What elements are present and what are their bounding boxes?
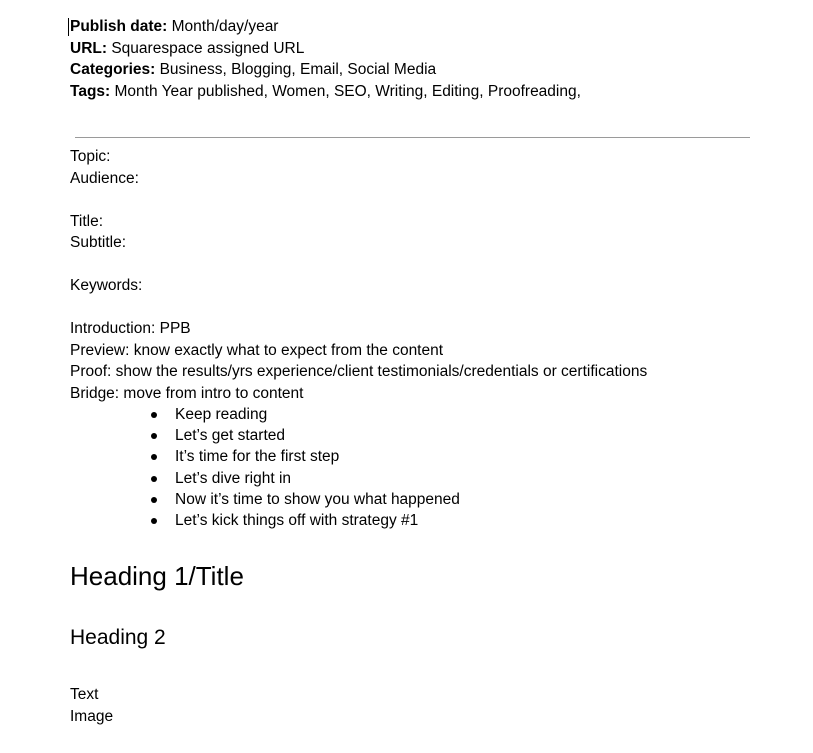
heading-1[interactable]: Heading 1/Title [70,561,244,591]
bullet-icon [151,476,157,482]
bridge-examples-list [70,404,770,531]
publish-date-label: Publish date: [70,18,168,35]
horizontal-rule [75,137,750,138]
post-outline [70,146,770,531]
list-item-text: Now it’s time to show you what happened [175,490,460,508]
list-item-text: Let’s kick things off with strategy #1 [175,512,419,530]
bridge-line[interactable]: Bridge: move from intro to content [70,384,304,402]
list-item[interactable] [70,489,770,510]
list-item-text: It’s time for the first step [175,448,340,466]
image-placeholder[interactable]: Image [70,707,114,725]
publish-date-line[interactable] [70,16,770,38]
text-placeholder[interactable]: Text [70,686,99,703]
url-value: Squarespace assigned URL [107,39,305,57]
categories-label: Categories: [70,61,156,78]
blank-line [70,189,770,211]
bullet-icon [151,497,157,503]
categories-line[interactable] [70,59,770,81]
list-item[interactable] [70,446,770,467]
blank-line [70,297,770,319]
list-item-text: Keep reading [175,406,268,423]
introduction-line[interactable]: Introduction: PPB [70,320,191,337]
section-placeholders [70,684,113,727]
url-line[interactable] [70,38,770,60]
tags-label: Tags: [70,82,111,100]
list-item[interactable] [70,404,770,425]
tags-value: Month Year published, Women, SEO, Writing, Editing, Proofreading, [110,82,581,100]
keywords-line[interactable]: Keywords: [70,277,143,294]
publish-date-value: Month/day/year [167,18,279,35]
list-item-text: Let’s dive right in [175,469,292,487]
tags-line[interactable] [70,81,770,103]
subtitle-line[interactable]: Subtitle: [70,234,127,251]
bullet-icon [151,518,157,524]
list-item[interactable] [70,510,770,531]
list-item[interactable] [70,468,770,489]
proof-line[interactable]: Proof: show the results/yrs experience/client testimonials/credentials or certifications [70,363,648,380]
post-metadata [70,16,770,102]
title-line[interactable]: Title: [70,212,104,230]
text-cursor [68,18,69,36]
bullet-icon [151,454,157,460]
list-item[interactable] [70,425,770,446]
blank-line [70,254,770,276]
heading-2[interactable]: Heading 2 [70,626,166,649]
list-item-text: Let’s get started [175,427,286,445]
url-label: URL: [70,39,108,57]
preview-line[interactable]: Preview: know exactly what to expect from the content [70,341,444,359]
bullet-icon [151,412,157,418]
bullet-icon [151,433,157,439]
topic-line[interactable]: Topic: [70,148,111,165]
audience-line[interactable]: Audience: [70,169,139,187]
categories-value: Business, Blogging, Email, Social Media [155,61,437,78]
